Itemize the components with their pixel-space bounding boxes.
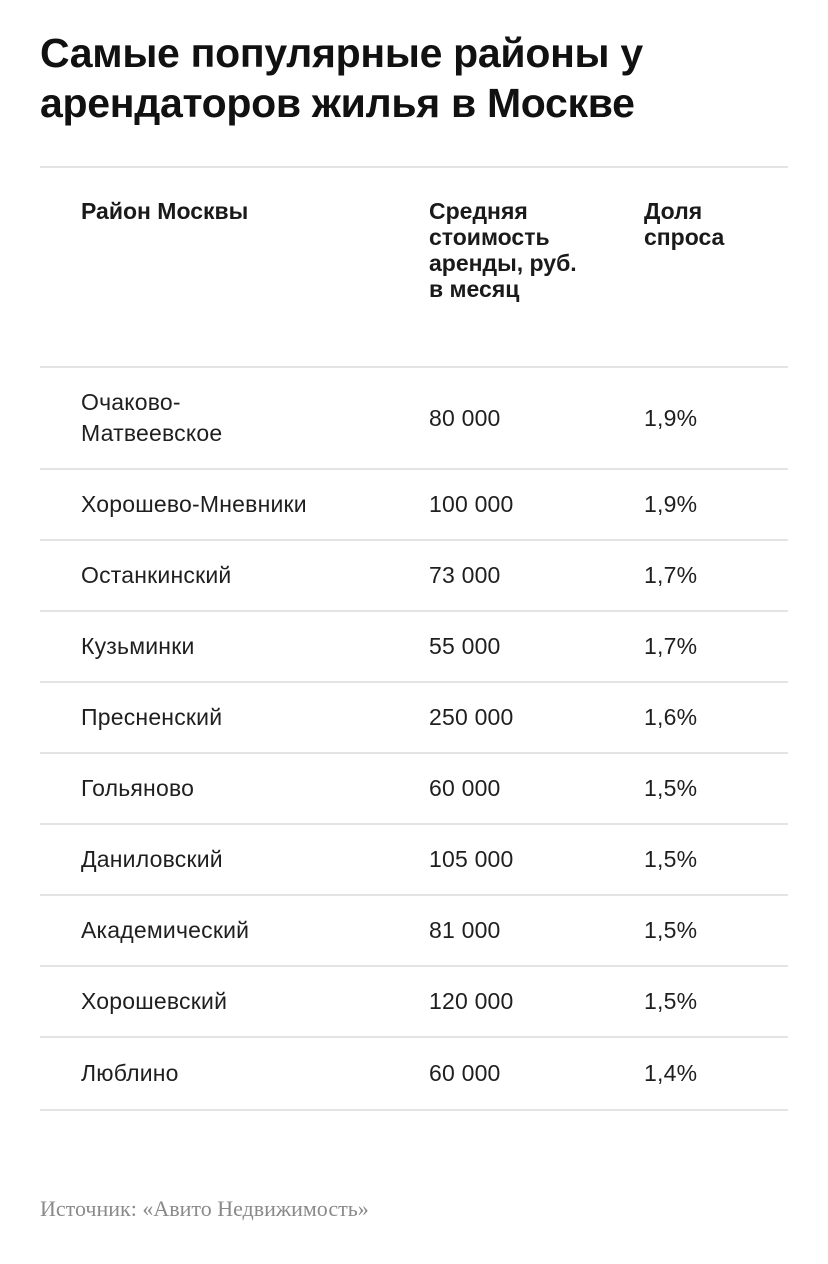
cell-price: 80 000 [429,404,501,431]
table-row [40,612,788,683]
cell-share: 1,5% [644,775,698,801]
cell-district: Даниловский [81,846,223,872]
cell-district: Люблино [81,1060,179,1086]
cell-price: 81 000 [429,917,501,943]
cell-price: 55 000 [429,633,501,659]
table-row [40,896,788,967]
cell-district: Кузьминки [81,633,195,659]
cell-price: 73 000 [429,562,501,588]
table-row [40,683,788,754]
cell-price: 100 000 [429,491,514,517]
cell-district: Очаково-Матвеевское [81,389,223,446]
cell-district: Хорошевский [81,988,228,1014]
cell-share: 1,6% [644,704,698,730]
header-district: Район Москвы [81,198,249,224]
page-title: Самые популярные районы у арендаторов жилья в Москве [40,30,643,126]
header-price: Средняя стоимость аренды, руб. в месяц [429,198,577,302]
cell-district: Останкинский [81,562,232,588]
cell-price: 120 000 [429,988,514,1014]
rent-table [40,166,788,1111]
cell-price: 60 000 [429,1060,501,1086]
cell-share: 1,7% [644,562,698,588]
header-share: Доля спроса [644,198,725,250]
cell-share: 1,5% [644,917,698,943]
table-row [40,368,788,470]
cell-share: 1,5% [644,988,698,1014]
table-row [40,967,788,1038]
source-note: Источник: «Авито Недвижимость» [40,1196,369,1221]
cell-share: 1,9% [644,404,698,431]
cell-district: Академический [81,917,250,943]
table-row [40,754,788,825]
table-row [40,470,788,541]
cell-share: 1,5% [644,846,698,872]
cell-share: 1,9% [644,491,698,517]
table-row [40,1038,788,1109]
cell-district: Хорошево-Мневники [81,491,307,517]
cell-price: 60 000 [429,775,501,801]
cell-district: Гольяново [81,775,195,801]
cell-share: 1,7% [644,633,698,659]
cell-price: 250 000 [429,704,514,730]
table-row [40,825,788,896]
cell-price: 105 000 [429,846,514,872]
table-header [40,168,788,368]
cell-district: Пресненский [81,704,223,730]
table-row [40,541,788,612]
cell-share: 1,4% [644,1060,698,1086]
